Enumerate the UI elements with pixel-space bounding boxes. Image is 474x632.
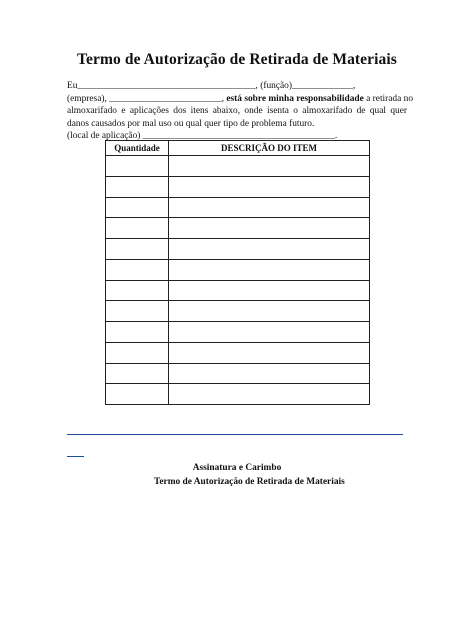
- description-cell[interactable]: [169, 259, 370, 280]
- paragraph-line-location: (local de aplicação) _________________________________________.: [67, 131, 338, 142]
- description-cell[interactable]: [169, 363, 370, 384]
- table-row: [106, 239, 370, 260]
- table-row: [106, 322, 370, 343]
- table-row: [106, 301, 370, 322]
- table-row: [106, 156, 370, 177]
- header-item-description: DESCRIÇÃO DO ITEM: [169, 141, 370, 156]
- description-cell[interactable]: [169, 239, 370, 260]
- table-row: [106, 363, 370, 384]
- quantity-cell[interactable]: [106, 301, 169, 322]
- quantity-cell[interactable]: [106, 197, 169, 218]
- header-quantity: Quantidade: [106, 141, 169, 156]
- quantity-cell[interactable]: [106, 363, 169, 384]
- table-row: [106, 384, 370, 405]
- divider-line-short: [67, 456, 84, 457]
- paragraph-line-company: [67, 93, 414, 106]
- footer-title: Termo de Autorização de Retirada de Materiais: [154, 477, 345, 487]
- description-cell[interactable]: [169, 197, 370, 218]
- description-cell[interactable]: [169, 218, 370, 239]
- table-row: [106, 176, 370, 197]
- paragraph-line-name: Eu______________________________________, (função)_____________,: [67, 81, 356, 91]
- description-cell[interactable]: [169, 322, 370, 343]
- description-cell[interactable]: [169, 384, 370, 405]
- quantity-cell[interactable]: [106, 259, 169, 280]
- table-row: [106, 280, 370, 301]
- paragraph-line-damages: danos causados por mal uso ou qual quer tipo de problema futuro.: [67, 118, 315, 129]
- description-cell[interactable]: [169, 342, 370, 363]
- table-row: [106, 342, 370, 363]
- table-header-row: [106, 141, 370, 156]
- signature-label: Assinatura e Carimbo: [192, 463, 282, 473]
- paragraph-line-warehouse: almoxarifado e aplicações dos itens abaixo, onde isenta o almoxarifado de qual quer: [67, 106, 407, 117]
- company-text: (empresa), ________________________,: [67, 93, 227, 104]
- quantity-cell[interactable]: [106, 280, 169, 301]
- document-title: Termo de Autorização de Retirada de Materiais: [77, 51, 397, 68]
- table-row: [106, 218, 370, 239]
- divider-line: [67, 434, 403, 435]
- description-cell[interactable]: [169, 176, 370, 197]
- responsibility-text: está sobre minha responsabilidade: [226, 93, 364, 104]
- description-cell[interactable]: [169, 301, 370, 322]
- table-row: [106, 259, 370, 280]
- quantity-cell[interactable]: [106, 342, 169, 363]
- quantity-cell[interactable]: [106, 218, 169, 239]
- description-cell[interactable]: [169, 280, 370, 301]
- quantity-cell[interactable]: [106, 384, 169, 405]
- quantity-cell[interactable]: [106, 322, 169, 343]
- withdrawal-text: a retirada no: [363, 93, 414, 104]
- quantity-cell[interactable]: [106, 176, 169, 197]
- table-row: [106, 197, 370, 218]
- quantity-cell[interactable]: [106, 239, 169, 260]
- authorization-paragraph: [67, 80, 414, 143]
- table-body: [106, 156, 370, 405]
- items-table: [105, 140, 370, 405]
- quantity-cell[interactable]: [106, 156, 169, 177]
- description-cell[interactable]: [169, 156, 370, 177]
